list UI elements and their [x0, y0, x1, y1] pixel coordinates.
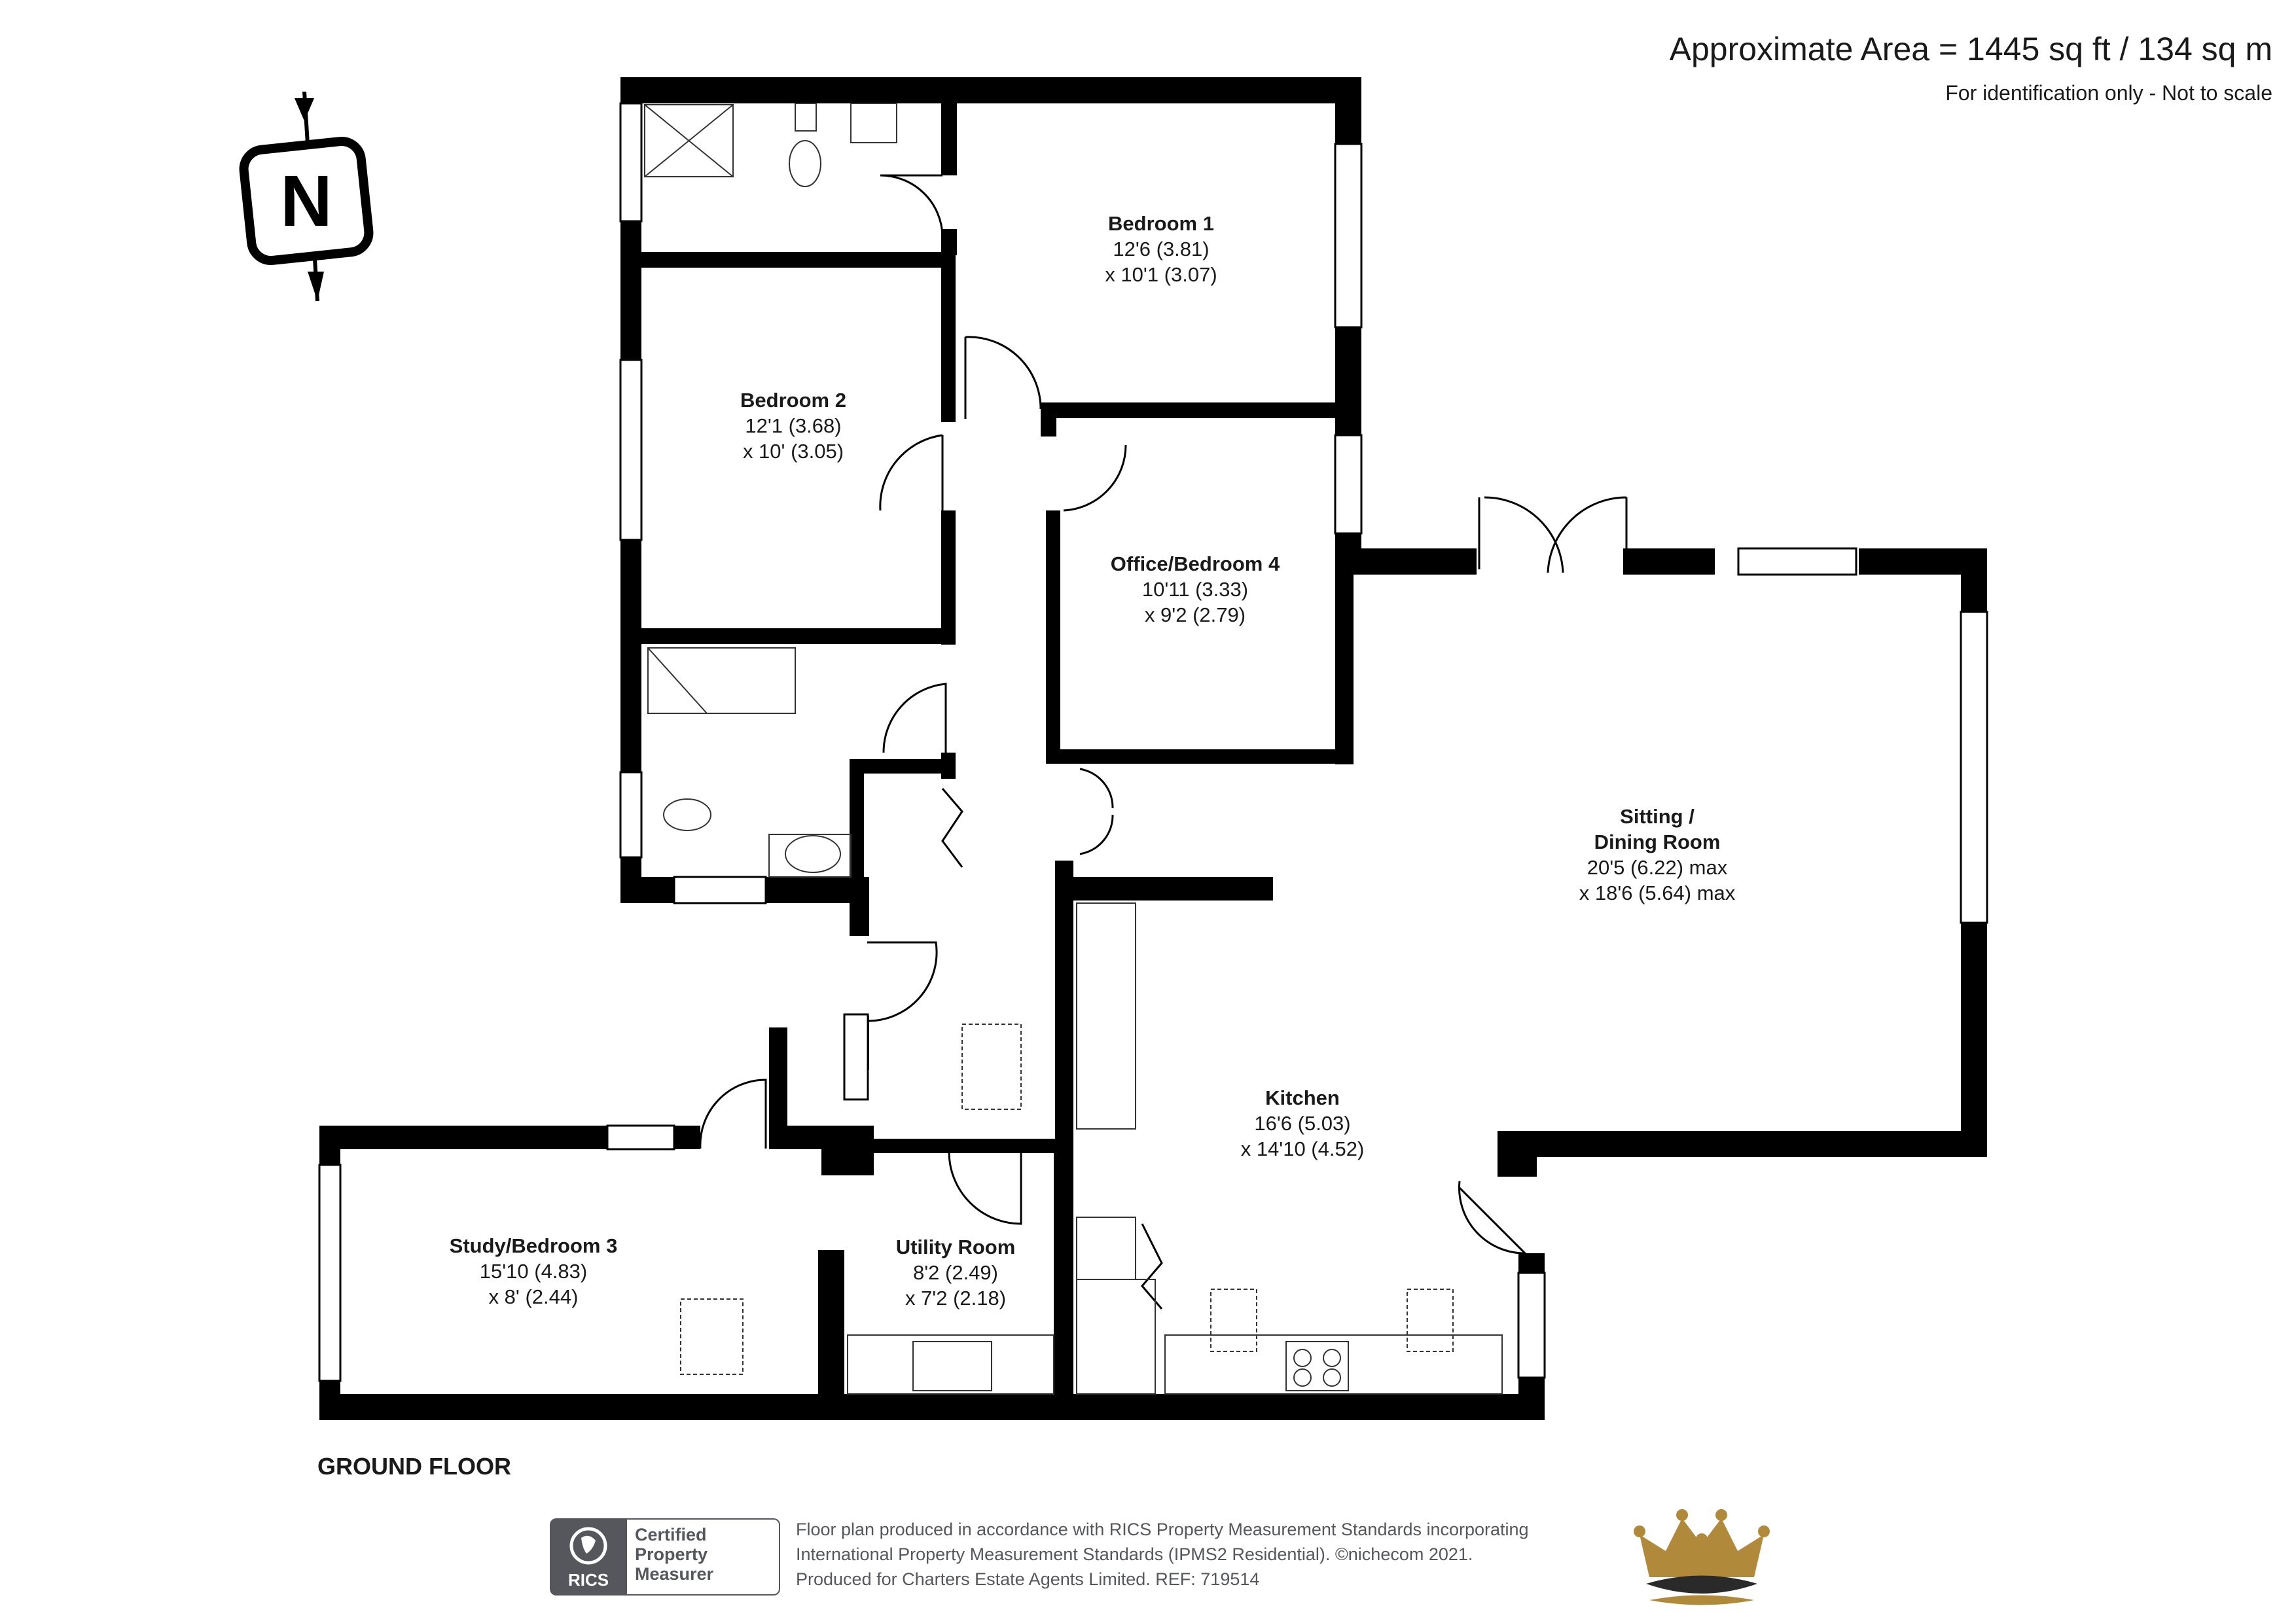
- room-dim-2: x 8' (2.44): [488, 1285, 579, 1308]
- room-name-line1: Sitting /: [1620, 805, 1695, 828]
- room-bedroom-2: [740, 387, 846, 464]
- room-dim-1: 8'2 (2.49): [913, 1261, 998, 1284]
- footer-line-1: Floor plan produced in accordance with RICS Property Measurement Standards incorporating: [796, 1520, 1529, 1539]
- north-arrow-icon: [236, 92, 386, 308]
- badge-text: [627, 1518, 780, 1596]
- footer-line-2: International Property Measurement Standards (IPMS2 Residential). ©nichecom 2021.: [796, 1544, 1473, 1564]
- crown-icon: [1630, 1505, 1774, 1610]
- badge-line-3: Measurer: [635, 1564, 714, 1584]
- room-name: Utility Room: [895, 1236, 1016, 1258]
- room-dim-1: 15'10 (4.83): [479, 1260, 588, 1283]
- badge-line-1: Certified: [635, 1525, 707, 1544]
- approximate-area: Approximate Area = 1445 sq ft / 134 sq m: [1669, 31, 2272, 67]
- footer-line-3: Produced for Charters Estate Agents Limited. REF: 719514: [796, 1569, 1260, 1589]
- rics-logo: [550, 1518, 627, 1596]
- room-dim-1: 12'6 (3.81): [1113, 238, 1210, 260]
- room-name: Kitchen: [1265, 1086, 1340, 1109]
- north-letter: N: [280, 161, 332, 241]
- room-dim-2: x 10' (3.05): [742, 440, 844, 463]
- room-name: Bedroom 1: [1108, 212, 1214, 235]
- room-dim-1: 16'6 (5.03): [1254, 1112, 1351, 1135]
- room-name-line2: Dining Room: [1594, 830, 1721, 853]
- windows: [319, 103, 1987, 1381]
- rics-certified-badge: [550, 1518, 783, 1596]
- room-bedroom-1: [1105, 211, 1217, 287]
- rics-label: RICS: [567, 1570, 609, 1590]
- room-name: Office/Bedroom 4: [1110, 552, 1280, 575]
- lion-icon: [550, 1518, 627, 1571]
- footer-text: [796, 1517, 1529, 1592]
- room-name: Bedroom 2: [740, 389, 846, 412]
- room-dim-2: x 9'2 (2.79): [1144, 603, 1246, 626]
- floor-label: GROUND FLOOR: [317, 1453, 511, 1480]
- room-study: [450, 1233, 618, 1310]
- room-office: [1111, 551, 1280, 628]
- room-dim-1: 20'5 (6.22) max: [1587, 856, 1728, 879]
- room-name: Study/Bedroom 3: [449, 1234, 618, 1257]
- room-dim-2: x 10'1 (3.07): [1105, 263, 1217, 286]
- badge-line-2: Property: [635, 1544, 708, 1564]
- room-dim-2: x 18'6 (5.64) max: [1579, 882, 1736, 904]
- room-dim-2: x 7'2 (2.18): [905, 1287, 1007, 1310]
- room-utility: [896, 1234, 1016, 1311]
- room-sitting-dining: [1579, 804, 1736, 906]
- room-kitchen: [1241, 1085, 1365, 1162]
- room-dim-1: 10'11 (3.33): [1141, 578, 1249, 601]
- room-dim-2: x 14'10 (4.52): [1240, 1137, 1365, 1160]
- disclaimer-note: For identification only - Not to scale: [1945, 81, 2272, 105]
- room-dim-1: 12'1 (3.68): [745, 414, 842, 437]
